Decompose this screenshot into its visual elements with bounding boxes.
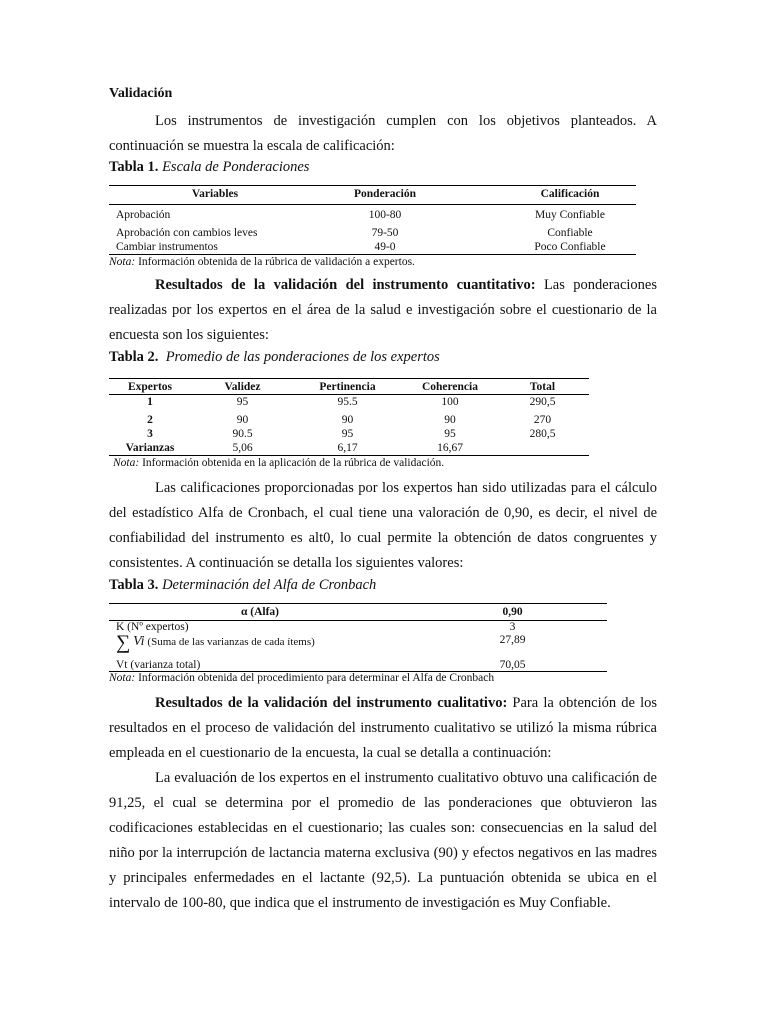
table3-caption [109, 577, 376, 594]
table-cell: 90.5 [232, 428, 253, 440]
sum-description: (Suma de las varianzas de cada ítems) [147, 636, 315, 648]
table3-top-rule [109, 603, 607, 604]
table-cell: Aprobación [116, 209, 171, 221]
table3-header-alpha: α (Alfa) [240, 606, 280, 618]
table-cell: 270 [533, 414, 552, 426]
table-cell: 1 [147, 396, 153, 408]
table3-note [109, 672, 494, 685]
table-cell: Cambiar instrumentos [116, 241, 218, 253]
note-text: Información obtenida en la aplicación de la rúbrica de validación. [142, 457, 445, 469]
table-cell: 95 [236, 396, 249, 408]
evaluation-paragraph: La evaluación de los expertos en el instrumento cualitativo obtuvo una calificación de 91,25, el cual se determina por el promedio de las ponderaciones que obtuvieron las codificaciones establecidas en el cuestionario; las cuales son: consecuencias en la salud del niño por la interrupción de lactancia materna exclusiva (90) y efectos negativos en las madres y principales enfermedades en el lactante (92,5). La puntuación obtenida se ubica en el intervalo de 100-80, que indica que el instrumento de investigación es Muy Confiable. [109, 770, 657, 911]
table2-header-pertinencia: Pertinencia [319, 381, 376, 393]
table3-title: Determinación del Alfa de Cronbach [162, 577, 377, 593]
table2-header-rule [109, 394, 589, 395]
table1-label: Tabla 1. [109, 159, 159, 175]
qualitative-paragraph [109, 691, 657, 766]
table-cell: 79-50 [371, 227, 399, 239]
note-text: Información obtenida del procedimiento para determinar el Alfa de Cronbach [138, 672, 495, 684]
table1-title: Escala de Ponderaciones [162, 159, 310, 175]
table1-header-calificacion: Calificación [540, 188, 600, 200]
table2-bottom-rule [109, 455, 589, 456]
table1-note [109, 256, 415, 269]
vi-symbol: Vi [133, 634, 145, 649]
table1-header-variables: Variables [191, 188, 239, 200]
cronbach-paragraph: Las calificaciones proporcionadas por los expertos han sido utilizadas para el cálculo del estadístico Alfa de Cronbach, el cual tiene una valoración de 0,90, es decir, el nivel de confiabilidad del instrumento es alt0, lo cual permite la obtención de datos congruentes y consistentes. A continuación se detalla los siguientes valores: [109, 480, 657, 571]
table3-header-value: 0,90 [502, 606, 523, 618]
table-cell: Aprobación con cambios leves [116, 227, 258, 239]
summation-symbol: ∑ [116, 631, 131, 654]
section-heading: Validación [109, 86, 173, 101]
table2-title: Promedio de las ponderaciones de los expertos [165, 349, 440, 365]
quantitative-paragraph [109, 273, 657, 348]
table2-label: Tabla 2. [109, 349, 159, 365]
table-cell: 3 [509, 621, 516, 633]
table-cell: 95 [341, 428, 354, 440]
table-cell: 95 [444, 428, 456, 440]
table1-header-rule [109, 204, 636, 205]
table-cell: 100 [441, 396, 459, 408]
table2-top-rule [109, 378, 589, 379]
intro-paragraph: Los instrumentos de investigación cumplen con los objetivos planteados. A continuación se muestra la escala de calificación: [109, 113, 657, 154]
table-cell: 5,06 [232, 442, 253, 454]
table-cell: K (Nº expertos) [116, 621, 189, 633]
table-cell: 27,89 [499, 634, 526, 646]
note-label: Nota: [109, 672, 136, 684]
quantitative-paragraph-text: Las ponderaciones realizadas por los expertos en el área de la salud e investigación sobre el cuestionario de la encuesta son los siguientes: [109, 277, 658, 343]
qualitative-paragraph-text: Para la obtención de los resultados en el proceso de validación del instrumento cualitativo se utilizó la misma rúbrica empleada en el cuestionario de la encuesta, la cual se detalla a continuación: [109, 695, 657, 761]
note-label: Nota: [109, 256, 136, 268]
table-cell: 100-80 [368, 209, 402, 221]
table-cell: 90 [444, 414, 456, 426]
table-cell: 6,17 [337, 442, 358, 454]
table2-note [113, 457, 444, 470]
table-cell: Muy Confiable [535, 209, 605, 221]
table-cell [116, 632, 315, 652]
table-cell: 90 [236, 414, 249, 426]
table-cell: 16,67 [437, 442, 463, 454]
table2-header-validez: Validez [224, 381, 261, 393]
table-cell: 3 [147, 428, 153, 440]
table-cell: Confiable [547, 227, 593, 239]
qualitative-paragraph-bold: Resultados de la validación del instrumento cualitativo: [155, 695, 508, 711]
table2-header-coherencia: Coherencia [421, 381, 478, 393]
table-cell: Poco Confiable [534, 241, 606, 253]
table1-caption [109, 159, 309, 176]
table-cell: Varianzas [125, 442, 175, 454]
note-text: Información obtenida de la rúbrica de validación a expertos. [138, 256, 415, 268]
table-cell: 70,05 [499, 659, 526, 671]
table-cell: 290,5 [529, 396, 556, 408]
table2-header-expertos: Expertos [127, 381, 173, 393]
table1-header-ponderacion: Ponderación [354, 188, 416, 200]
table-cell: 2 [147, 414, 153, 426]
table-cell: 280,5 [529, 428, 556, 440]
quantitative-paragraph-bold: Resultados de la validación del instrumento cuantitativo: [155, 277, 536, 293]
table-cell: Vt (varianza total) [116, 659, 201, 671]
table-cell: 49-0 [374, 241, 396, 253]
table1-top-rule [109, 185, 636, 186]
table3-label: Tabla 3. [109, 577, 159, 593]
table-cell: 90 [341, 414, 354, 426]
note-label: Nota: [113, 457, 140, 469]
table2-header-total: Total [529, 381, 556, 393]
table2-caption [109, 349, 440, 366]
table1-bottom-rule [109, 254, 636, 255]
table-cell: 95.5 [337, 396, 358, 408]
